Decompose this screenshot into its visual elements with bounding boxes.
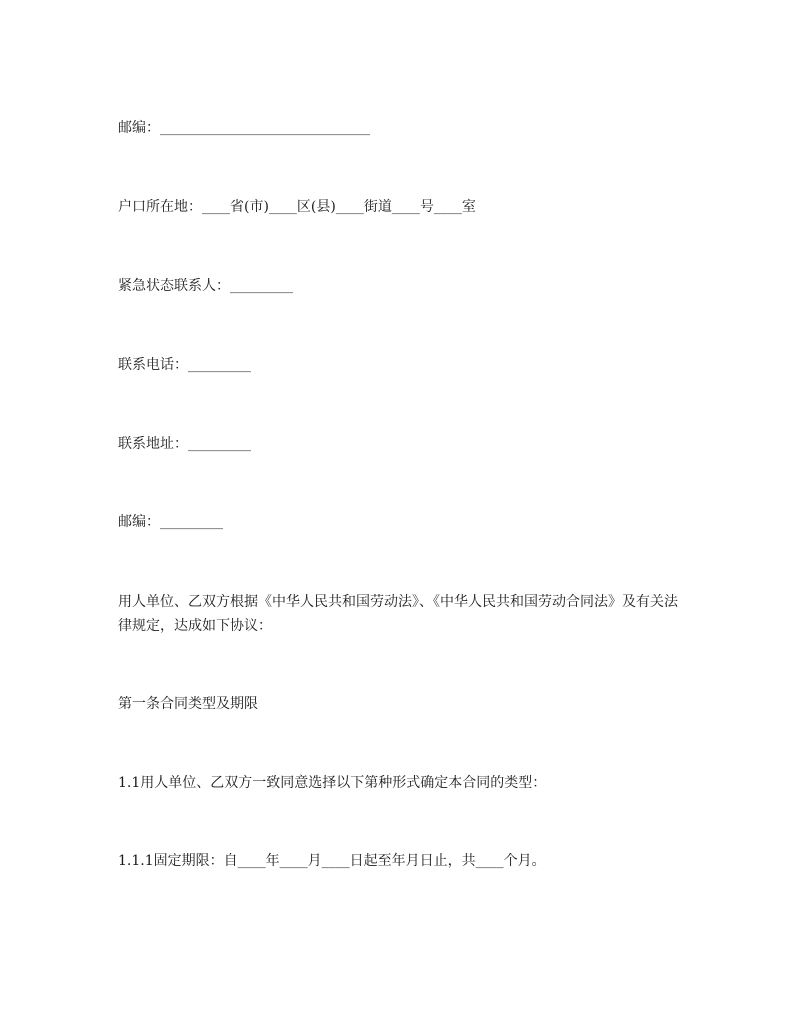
emergency-contact-field: 紧急状态联系人：_________	[118, 278, 293, 294]
agreement-intro-paragraph: 用人单位、乙双方根据《中华人民共和国劳动法》、《中华人民共和国劳动合同法》及有关法律规定，达成如下协议：	[118, 594, 678, 634]
postal-code-field-2: 邮编：_________	[118, 514, 223, 530]
clause-1-1-1-paragraph: 1.1.1固定期限：自____年____月____日起至年月日止，共____个月。	[118, 853, 546, 869]
postal-code-field-1: 邮编：______________________________	[118, 120, 370, 136]
household-registration-field: 户口所在地：____省(市)____区(县)____街道____号____室	[118, 199, 476, 215]
contact-phone-field: 联系电话：_________	[118, 357, 251, 373]
clause-1-1-paragraph: 1.1用人单位、乙双方一致同意选择以下第种形式确定本合同的类型：	[118, 775, 547, 791]
article-1-heading: 第一条合同类型及期限	[118, 696, 258, 712]
contact-address-field: 联系地址：_________	[118, 436, 251, 452]
